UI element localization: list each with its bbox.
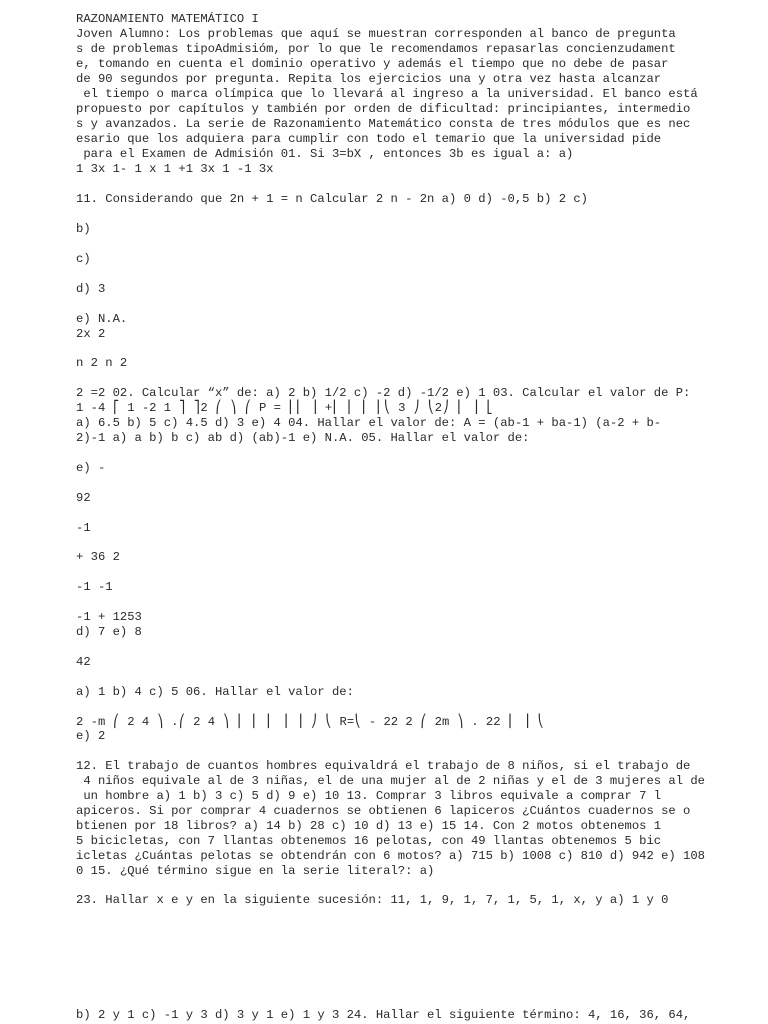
- text-line: apiceros. Si por comprar 4 cuadernos se obtienen 6 lapiceros ¿Cuántos cuadernos se o: [76, 804, 691, 818]
- text-line: s de problemas tipoAdmisióm, por lo que le recomendamos repasarlas concienzudament: [76, 42, 676, 56]
- text-line: propuesto por capítulos y también por orden de dificultad: principiantes, intermedio: [76, 102, 691, 116]
- answer-option: e) N.A.: [76, 312, 128, 326]
- formula-line: 1 -4 ⎡ 1 -2 1 ⎤ ⎤2 ⎛ ⎞ ⎛ P = ⎢⎢ ⎥ +⎢ ⎢ ⎢ ⎢⎝ 3 ⎠ ⎝2⎠ ⎢ ⎥ ⎣: [76, 401, 494, 415]
- text-line: icletas ¿Cuántas pelotas se obtendrán con 6 motos? a) 715 b) 1008 c) 810 d) 942 e) 108: [76, 849, 705, 863]
- text-line: + 36 2: [76, 550, 120, 564]
- text-line: de 90 segundos por pregunta. Repita los ejercicios una y otra vez hasta alcanzar: [76, 72, 662, 86]
- text-line: e, tomando en cuenta el dominio operativo y además el tiempo que no debe de pasar: [76, 57, 669, 71]
- text-line: 0 15. ¿Qué término sigue en la serie literal?: a): [76, 864, 435, 878]
- text-line: Joven Alumno: Los problemas que aquí se muestran corresponden al banco de pregunta: [76, 27, 676, 41]
- text-line: 4 niños equivale al de 3 niñas, el de una mujer al de 2 niñas y el de 3 mujeres al de: [76, 774, 705, 788]
- text-line: 92: [76, 491, 91, 505]
- text-line: el tiempo o marca olímpica que lo llevará al ingreso a la universidad. El banco está: [76, 87, 698, 101]
- text-line: n 2 n 2: [76, 356, 128, 370]
- text-line: b) 2 y 1 c) -1 y 3 d) 3 y 1 e) 1 y 3 24. Hallar el siguiente término: 4, 16, 36, 64,: [76, 1008, 691, 1022]
- answer-option: b): [76, 222, 91, 236]
- answer-option: c): [76, 252, 91, 266]
- text-line: btienen por 18 libros? a) 14 b) 28 c) 10 d) 13 e) 15 14. Con 2 motos obtenemos 1: [76, 819, 662, 833]
- text-line: esario que los adquiera para cumplir con todo el temario que la universidad pide: [76, 132, 662, 146]
- text-line: 2 =2 02. Calcular “x” de: a) 2 b) 1/2 c) -2 d) -1/2 e) 1 03. Calcular el valor de P:: [76, 386, 691, 400]
- text-line: 1 3x 1- 1 x 1 +1 3x 1 -1 3x: [76, 162, 274, 176]
- text-line: 2x 2: [76, 327, 106, 341]
- text-line: 42: [76, 655, 91, 669]
- text-line: -1 + 1253: [76, 610, 142, 624]
- formula-line: 2 -m ⎛ 2 4 ⎞ .⎛ 2 4 ⎞ ⎢ ⎢ ⎢ ⎥ ⎥ ⎠ ⎝ R=⎝ - 22 2 ⎛ 2m ⎞ . 22 ⎢ ⎥ ⎝: [76, 715, 545, 729]
- text-line: 5 bicicletas, con 7 llantas obtenemos 16 pelotas, con 49 llantas obtenemos 5 bic: [76, 834, 662, 848]
- document-title: RAZONAMIENTO MATEMÁTICO I: [76, 12, 259, 26]
- text-line: -1 -1: [76, 580, 113, 594]
- text-line: s y avanzados. La serie de Razonamiento Matemático consta de tres módulos que es nec: [76, 117, 691, 131]
- text-line: para el Examen de Admisión 01. Si 3=bX , entonces 3b es igual a: a): [76, 147, 574, 161]
- text-line: -1: [76, 521, 91, 535]
- answer-option: e) 2: [76, 729, 106, 743]
- answer-option: e) -: [76, 461, 106, 475]
- question-12: 12. El trabajo de cuantos hombres equivaldrá el trabajo de 8 niños, si el trabajo de: [76, 759, 691, 773]
- question-11: 11. Considerando que 2n + 1 = n Calcular 2 n - 2n a) 0 d) -0,5 b) 2 c): [76, 192, 588, 206]
- text-line: 2)-1 a) a b) b c) ab d) (ab)-1 e) N.A. 05. Hallar el valor de:: [76, 431, 530, 445]
- text-line: un hombre a) 1 b) 3 c) 5 d) 9 e) 10 13. Comprar 3 libros equivale a comprar 7 l: [76, 789, 662, 803]
- text-line: a) 1 b) 4 c) 5 06. Hallar el valor de:: [76, 685, 354, 699]
- question-23: 23. Hallar x e y en la siguiente sucesión: 11, 1, 9, 1, 7, 1, 5, 1, x, y a) 1 y 0: [76, 893, 669, 907]
- text-line: a) 6.5 b) 5 c) 4.5 d) 3 e) 4 04. Hallar el valor de: A = (ab-1 + ba-1) (a-2 + b-: [76, 416, 662, 430]
- answer-option: d) 3: [76, 282, 106, 296]
- answer-option: d) 7 e) 8: [76, 625, 142, 639]
